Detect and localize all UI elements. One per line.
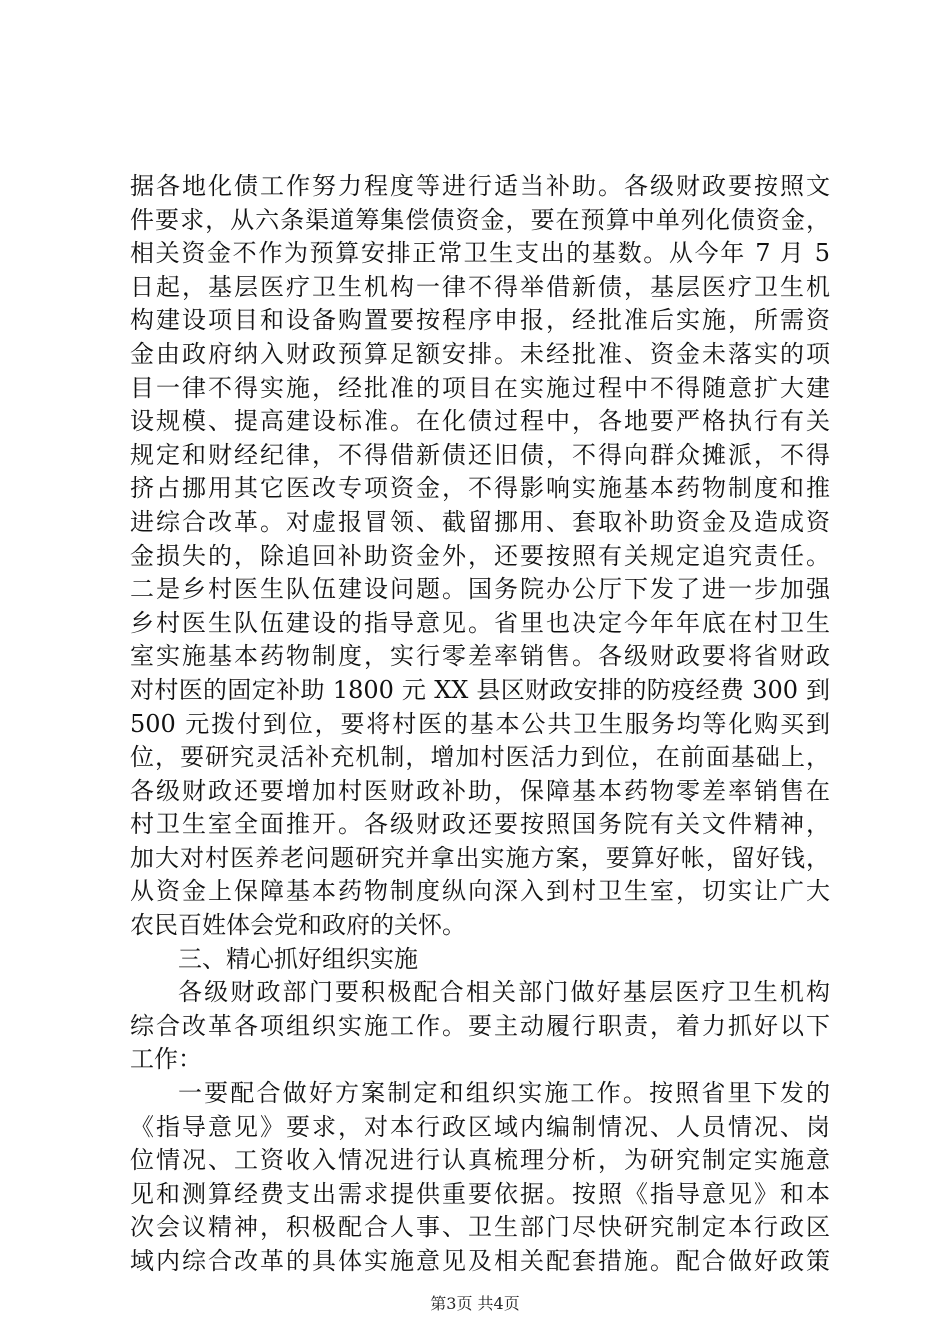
text-line: 对村医的固定补助 1800 元 XX 县区财政安排的防疫经费 300 到 bbox=[130, 675, 830, 704]
text-line: 规定和财经纪律，不得借新债还旧债，不得向群众摊派，不得 bbox=[130, 440, 830, 469]
text-line: 二是乡村医生队伍建设问题。国务院办公厅下发了进一步加强 bbox=[130, 575, 830, 604]
text-line: 域内综合改革的具体实施意见及相关配套措施。配合做好政策 bbox=[130, 1247, 830, 1275]
document-body bbox=[130, 170, 830, 1279]
text-line: 金损失的，除追回补助资金外，还要按照有关规定追究责任。 bbox=[130, 541, 830, 570]
page-number-footer: 第3页 共4页 bbox=[430, 1294, 520, 1313]
text-line: 位情况、工资收入情况进行认真梳理分析，为研究制定实施意 bbox=[130, 1146, 830, 1175]
text-line: 见和测算经费支出需求提供重要依据。按照《指导意见》和本 bbox=[130, 1179, 830, 1208]
paragraph-end-line: 工作： bbox=[130, 1045, 202, 1074]
text-line: 挤占挪用其它医改专项资金，不得影响实施基本药物制度和推 bbox=[130, 474, 830, 503]
text-line: 件要求，从六条渠道筹集偿债资金，要在预算中单列化债资金， bbox=[130, 205, 830, 234]
text-line: 综合改革各项组织实施工作。要主动履行职责，着力抓好以下 bbox=[130, 1011, 830, 1040]
text-line: 500 元拨付到位，要将村医的基本公共卫生服务均等化购买到 bbox=[130, 709, 830, 738]
text-line: 进综合改革。对虚报冒领、截留挪用、套取补助资金及造成资 bbox=[130, 507, 830, 536]
text-line: 村卫生室全面推开。各级财政还要按照国务院有关文件精神， bbox=[130, 810, 830, 839]
text-line: 金由政府纳入财政预算足额安排。未经批准、资金未落实的项 bbox=[130, 339, 830, 368]
text-line: 日起，基层医疗卫生机构一律不得举借新债，基层医疗卫生机 bbox=[130, 272, 830, 301]
text-line: 各级财政还要增加村医财政补助，保障基本药物零差率销售在 bbox=[130, 776, 830, 805]
text-line: 加大对村医养老问题研究并拿出实施方案，要算好帐，留好钱， bbox=[130, 843, 830, 872]
paragraph-first-line: 各级财政部门要积极配合相关部门做好基层医疗卫生机构 bbox=[178, 978, 830, 1007]
text-line: 目一律不得实施，经批准的项目在实施过程中不得随意扩大建 bbox=[130, 373, 830, 402]
text-line: 据各地化债工作努力程度等进行适当补助。各级财政要按照文 bbox=[130, 172, 830, 200]
text-line: 位，要研究灵活补充机制，增加村医活力到位，在前面基础上， bbox=[130, 743, 830, 772]
text-line: 从资金上保障基本药物制度纵向深入到村卫生室，切实让广大 bbox=[130, 877, 830, 906]
text-line: 室实施基本药物制度，实行零差率销售。各级财政要将省财政 bbox=[130, 642, 830, 671]
text-line: 次会议精神，积极配合人事、卫生部门尽快研究制定本行政区 bbox=[130, 1213, 830, 1242]
text-line: 乡村医生队伍建设的指导意见。省里也决定今年年底在村卫生 bbox=[130, 608, 830, 637]
paragraph-end-line: 农民百姓体会党和政府的关怀。 bbox=[130, 911, 466, 940]
text-line: 构建设项目和设备购置要按程序申报，经批准后实施，所需资 bbox=[130, 306, 830, 335]
section-heading: 三、精心抓好组织实施 bbox=[178, 944, 418, 973]
text-line: 设规模、提高建设标准。在化债过程中，各地要严格执行有关 bbox=[130, 407, 830, 436]
text-line: 相关资金不作为预算安排正常卫生支出的基数。从今年 7 月 5 bbox=[130, 239, 830, 268]
text-line: 《指导意见》要求，对本行政区域内编制情况、人员情况、岗 bbox=[130, 1112, 830, 1141]
paragraph-first-line: 一要配合做好方案制定和组织实施工作。按照省里下发的 bbox=[178, 1079, 830, 1108]
